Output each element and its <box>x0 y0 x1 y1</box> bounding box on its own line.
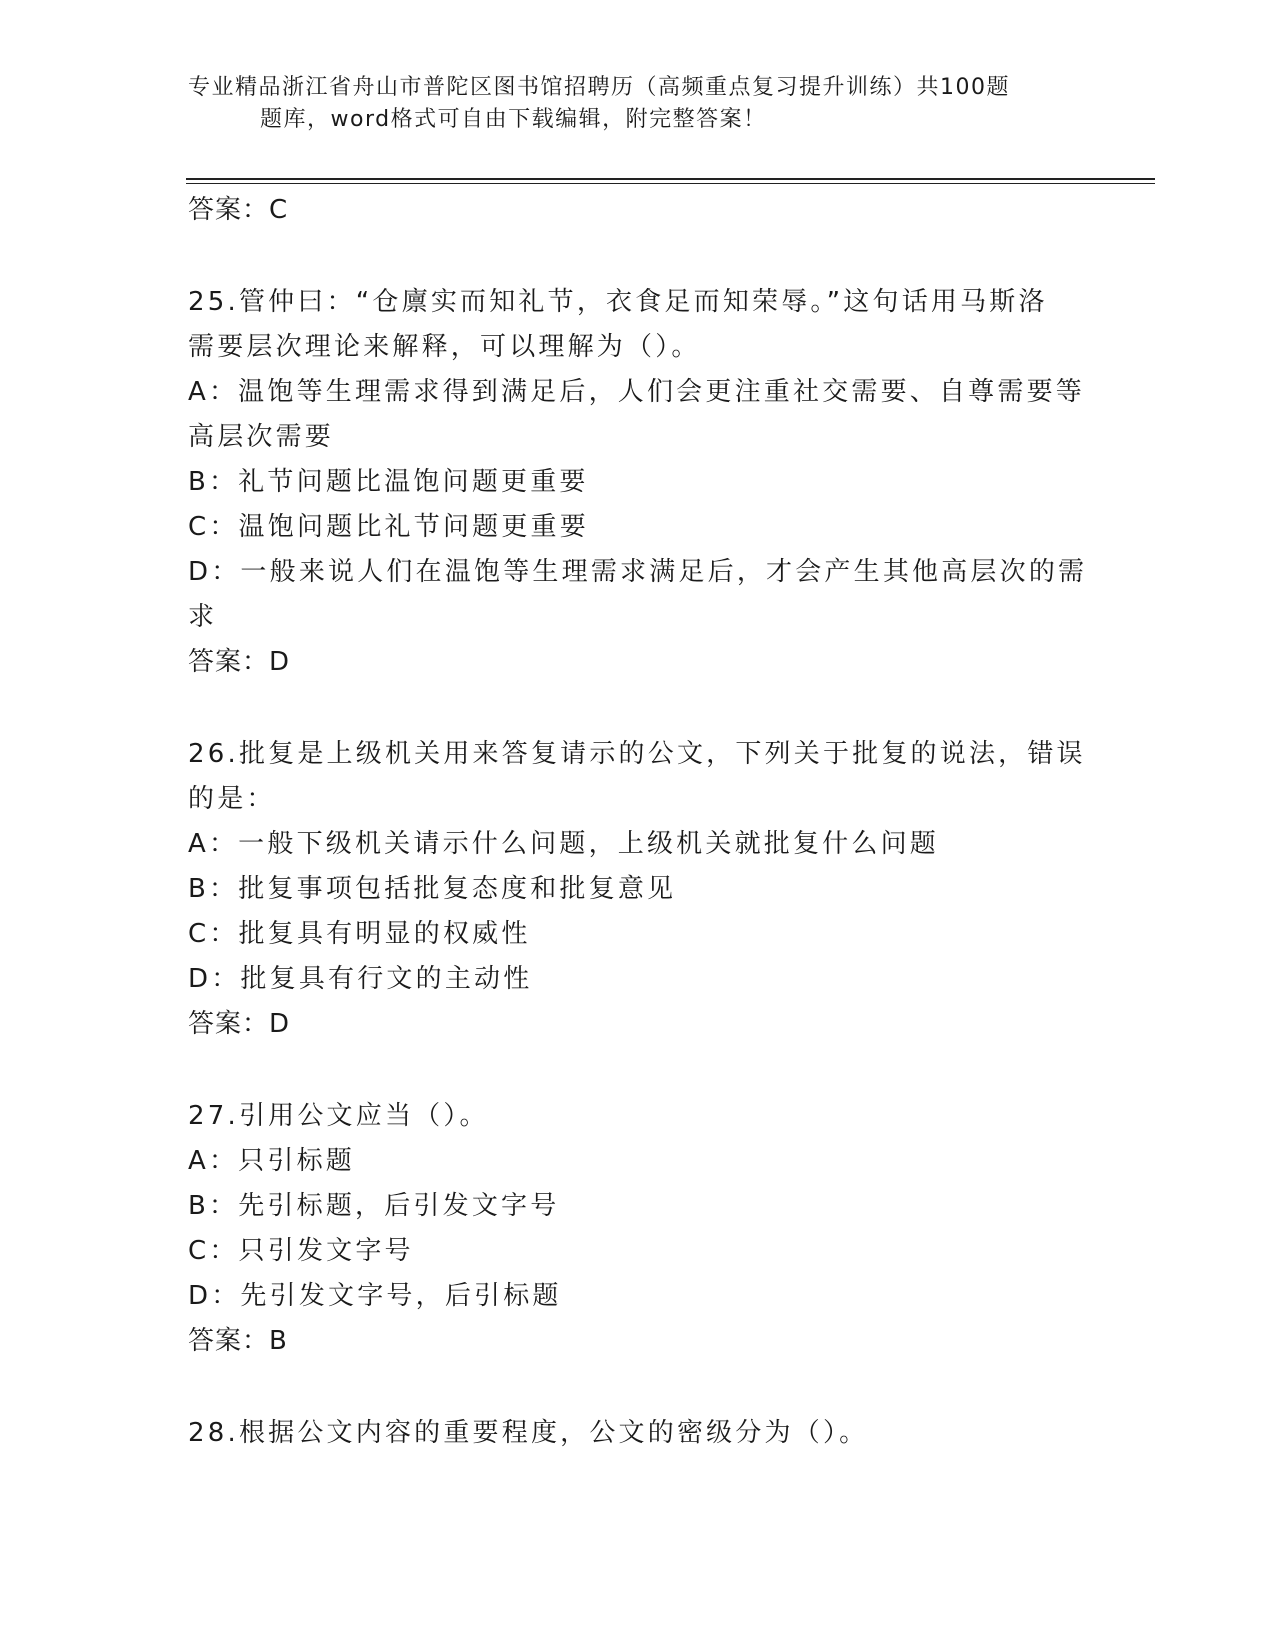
header-divider-thick <box>186 178 1155 180</box>
question-text-line1: 26.批复是上级机关用来答复请示的公文，下列关于批复的说法，错误 <box>188 739 1086 769</box>
option-c: C：批复具有明显的权威性 <box>188 919 531 949</box>
option-d: D：先引发文字号，后引标题 <box>188 1281 562 1311</box>
answer: 答案：D <box>188 647 291 677</box>
header-title-line2: 题库，word格式可自由下载编辑，附完整答案！ <box>260 107 767 132</box>
question-text-line1: 27.引用公文应当（）。 <box>188 1101 489 1131</box>
option-b: B：批复事项包括批复态度和批复意见 <box>188 874 677 904</box>
answer: 答案：D <box>188 1009 291 1039</box>
answer: 答案：B <box>188 1326 288 1356</box>
question-text-line2: 的是： <box>188 784 276 814</box>
document-body <box>188 188 1088 1456</box>
option-c: C：温饱问题比礼节问题更重要 <box>188 512 589 542</box>
header-title-line1: 专业精品浙江省舟山市普陀区图书馆招聘历（高频重点复习提升训练）共100题 <box>188 75 1010 100</box>
option-a: A：只引标题 <box>188 1146 355 1176</box>
question-28 <box>188 1411 1088 1456</box>
option-b: B：礼节问题比温饱问题更重要 <box>188 467 589 497</box>
option-d-line2: 求 <box>188 602 218 632</box>
option-b: B：先引标题，后引发文字号 <box>188 1191 560 1221</box>
option-a: A：一般下级机关请示什么问题，上级机关就批复什么问题 <box>188 829 939 859</box>
option-d-line1: D：一般来说人们在温饱等生理需求满足后，才会产生其他高层次的需 <box>188 557 1088 587</box>
option-a-line2: 高层次需要 <box>188 422 335 452</box>
question-27 <box>188 1094 1088 1364</box>
question-text-line2: 需要层次理论来解释，可以理解为（）。 <box>188 332 701 362</box>
question-26 <box>188 732 1088 1047</box>
option-c: C：只引发文字号 <box>188 1236 414 1266</box>
option-a-line1: A：温饱等生理需求得到满足后，人们会更注重社交需要、自尊需要等 <box>188 377 1085 407</box>
question-text-line1: 28.根据公文内容的重要程度，公文的密级分为（）。 <box>188 1418 869 1448</box>
header-divider-thin <box>186 183 1155 184</box>
question-25 <box>188 280 1088 685</box>
option-d: D：批复具有行文的主动性 <box>188 964 533 994</box>
page-header <box>188 72 1088 136</box>
previous-answer: 答案：C <box>188 195 289 225</box>
question-text-line1: 25.管仲曰：“仓廪实而知礼节，衣食足而知荣辱。”这句话用马斯洛 <box>188 287 1048 317</box>
